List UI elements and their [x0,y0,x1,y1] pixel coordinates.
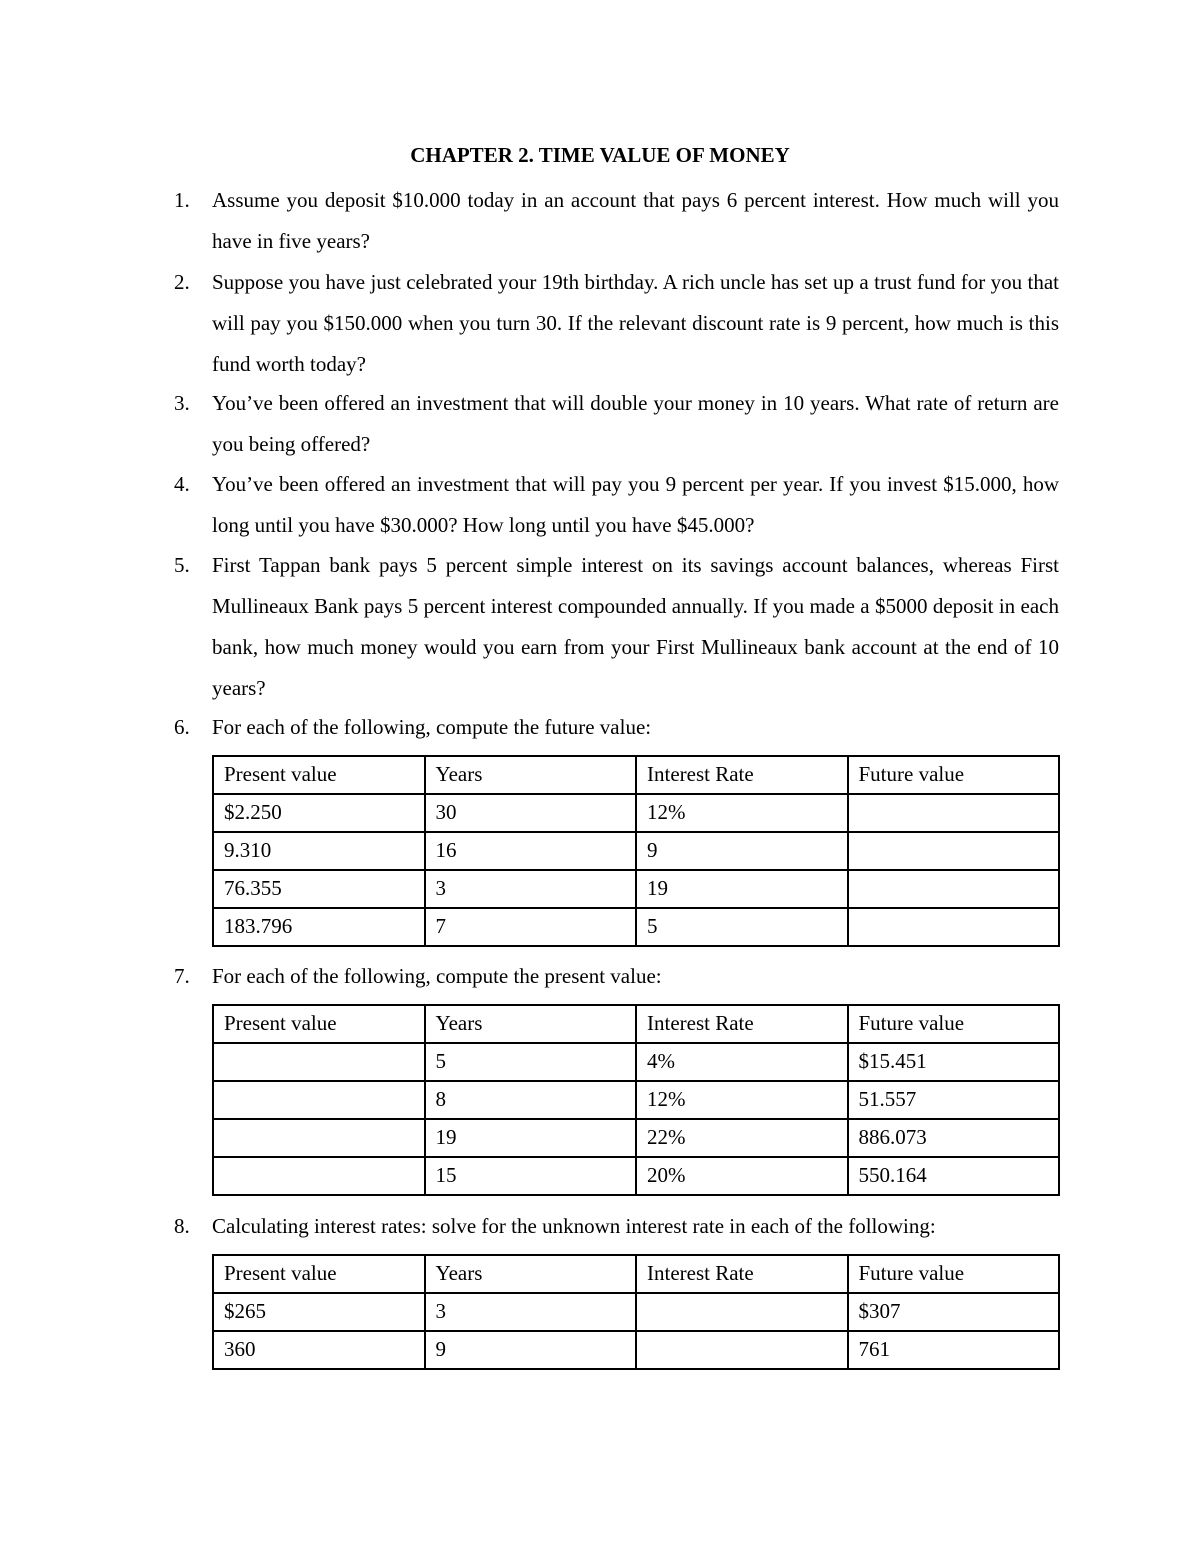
table-cell [848,794,1060,832]
table-cell: 19 [636,870,848,908]
table-cell: 15 [425,1157,637,1195]
table-cell: 20% [636,1157,848,1195]
header-cell: Interest Rate [636,1005,848,1043]
interest-rate-table [212,1254,1060,1370]
question-number: 3. [174,391,190,415]
table-cell: $2.250 [213,794,425,832]
question-number: 4. [174,472,190,496]
table-cell: 9 [636,832,848,870]
question-text: You’ve been offered an investment that will double your money in 10 years. What rate of return are you being offered? [212,391,1059,456]
question-number: 1. [174,188,190,212]
table-row [213,1119,1059,1157]
header-cell: Future value [848,756,1060,794]
table-cell [636,1331,848,1369]
table-cell: 360 [213,1331,425,1369]
table-row [213,1043,1059,1081]
question-6 [174,707,1059,748]
header-cell: Years [425,1005,637,1043]
table-cell: 12% [636,794,848,832]
table-cell: 5 [636,908,848,946]
question-text: Calculating interest rates: solve for the unknown interest rate in each of the following: [212,1214,936,1238]
question-number: 6. [174,715,190,739]
table-cell: 8 [425,1081,637,1119]
table-header-row [213,1005,1059,1043]
table-cell [848,870,1060,908]
table-cell: 51.557 [848,1081,1060,1119]
header-cell: Present value [213,1005,425,1043]
table-cell: $307 [848,1293,1060,1331]
header-cell: Interest Rate [636,756,848,794]
question-5 [174,545,1059,709]
table-cell [213,1081,425,1119]
table-row [213,1157,1059,1195]
table-cell: $15.451 [848,1043,1060,1081]
header-cell: Present value [213,1255,425,1293]
table-cell [636,1293,848,1331]
table-cell: 183.796 [213,908,425,946]
question-number: 7. [174,964,190,988]
table-cell [213,1043,425,1081]
table-row [213,1081,1059,1119]
question-text: Assume you deposit $10.000 today in an account that pays 6 percent interest. How much will you have in five years? [212,188,1059,253]
chapter-title: CHAPTER 2. TIME VALUE OF MONEY [410,143,790,167]
table-cell: $265 [213,1293,425,1331]
table-cell: 7 [425,908,637,946]
header-cell: Years [425,756,637,794]
table-cell: 30 [425,794,637,832]
table-row [213,794,1059,832]
question-number: 5. [174,553,190,577]
header-cell: Years [425,1255,637,1293]
table-cell: 9.310 [213,832,425,870]
question-text: You’ve been offered an investment that will pay you 9 percent per year. If you invest $15.000, how long until you have $30.000? How long until you have $45.000? [212,472,1059,537]
table-cell [848,908,1060,946]
table-header-row [213,1255,1059,1293]
question-4 [174,464,1059,546]
table-cell: 4% [636,1043,848,1081]
question-text: Suppose you have just celebrated your 19th birthday. A rich uncle has set up a trust fund for you that will pay you $150.000 when you turn 30. If the relevant discount rate is 9 percent, how much is this fund worth today? [212,270,1059,376]
table-cell: 3 [425,1293,637,1331]
header-cell: Present value [213,756,425,794]
table-cell: 19 [425,1119,637,1157]
table-row [213,908,1059,946]
table-cell: 3 [425,870,637,908]
table-cell [213,1119,425,1157]
question-number: 8. [174,1214,190,1238]
table-row [213,870,1059,908]
table-cell [213,1157,425,1195]
table-header-row [213,756,1059,794]
question-text: For each of the following, compute the future value: [212,715,652,739]
question-8 [174,1206,1059,1247]
table-cell: 5 [425,1043,637,1081]
question-1 [174,180,1059,262]
table-cell: 761 [848,1331,1060,1369]
table-row [213,1293,1059,1331]
table-cell [848,832,1060,870]
table-cell: 16 [425,832,637,870]
question-3 [174,383,1059,465]
table-row [213,1331,1059,1369]
future-value-table [212,755,1060,947]
header-cell: Future value [848,1005,1060,1043]
question-text: For each of the following, compute the present value: [212,964,662,988]
question-number: 2. [174,270,190,294]
table-cell: 9 [425,1331,637,1369]
table-row [213,832,1059,870]
question-2 [174,262,1059,385]
question-text: First Tappan bank pays 5 percent simple interest on its savings account balances, whereas First Mullineaux Bank pays 5 percent interest compounded annually. If you made a $5000 deposit in each bank, how much money would you earn from your First Mullineaux bank account at the end of 10 years? [212,553,1059,700]
table-cell: 550.164 [848,1157,1060,1195]
question-7 [174,956,1059,997]
table-cell: 886.073 [848,1119,1060,1157]
table-cell: 76.355 [213,870,425,908]
header-cell: Future value [848,1255,1060,1293]
table-cell: 12% [636,1081,848,1119]
table-cell: 22% [636,1119,848,1157]
present-value-table [212,1004,1060,1196]
header-cell: Interest Rate [636,1255,848,1293]
